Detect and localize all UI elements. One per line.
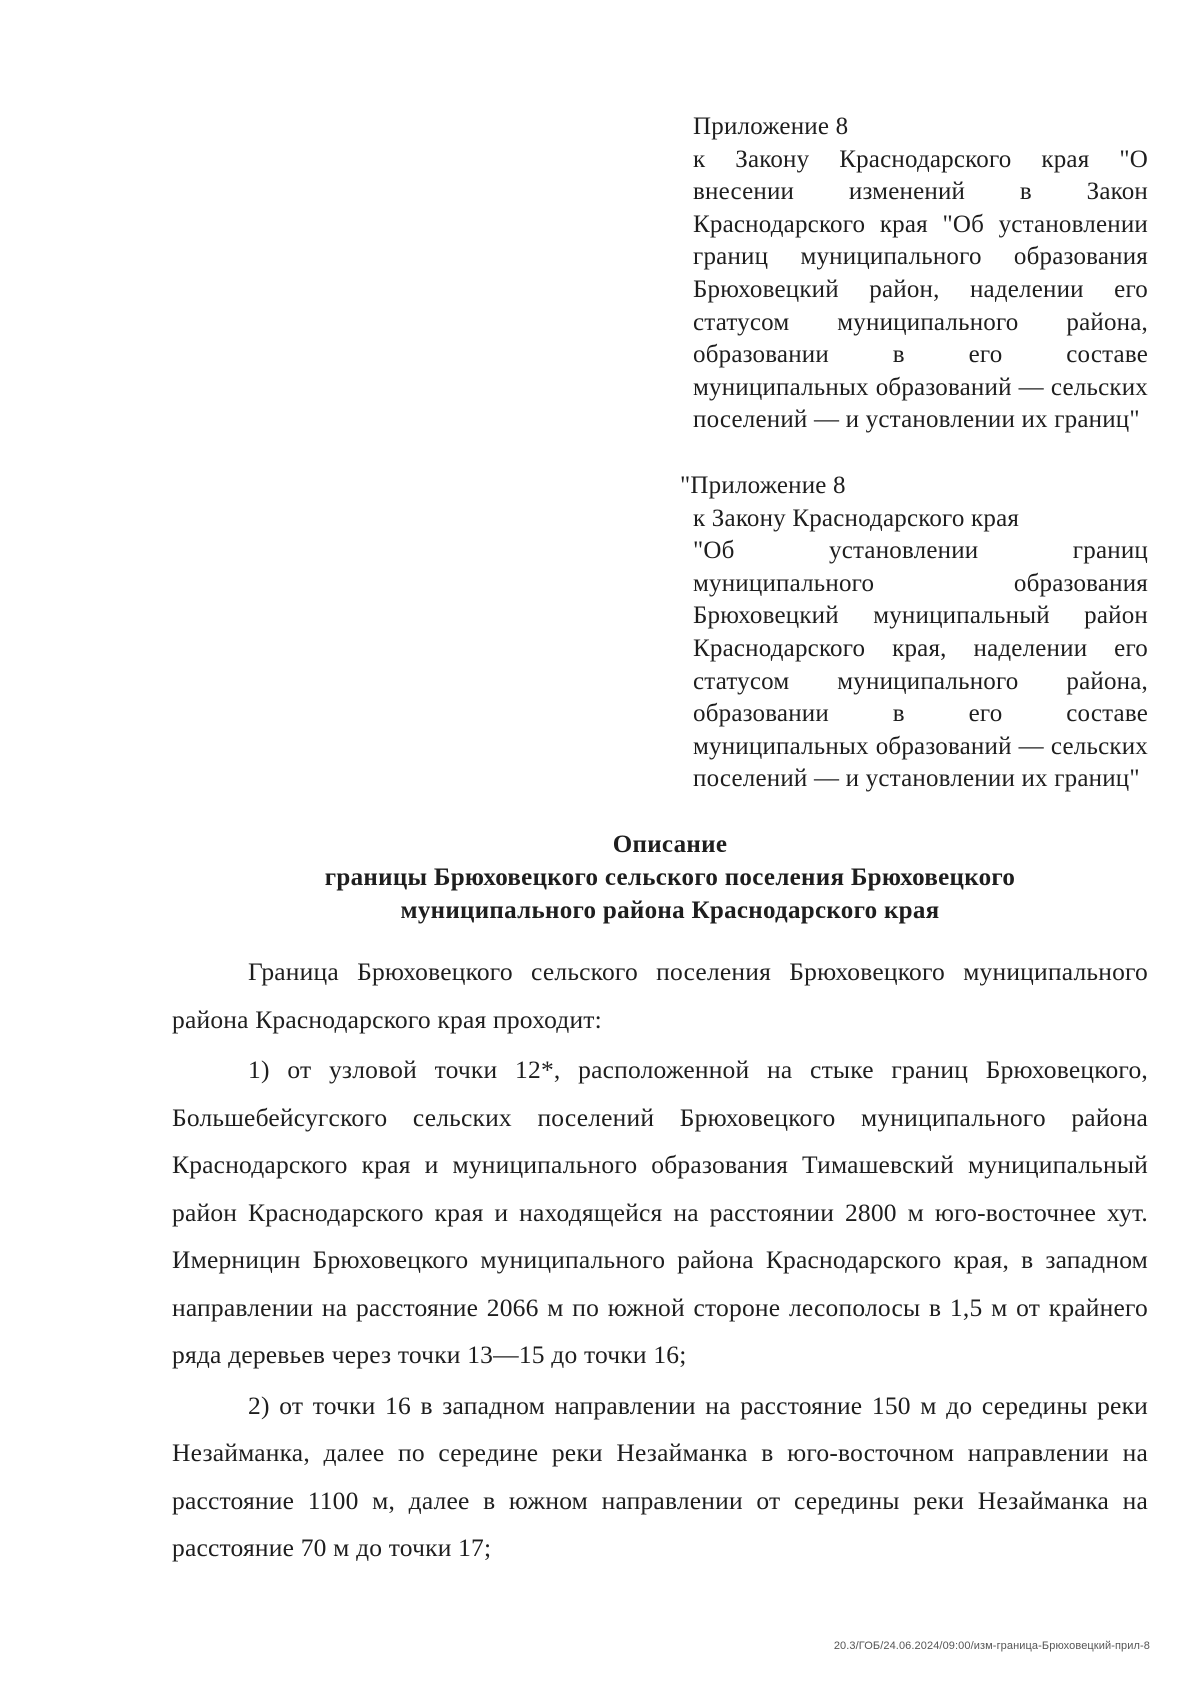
- appendix-title: Приложение 8: [693, 113, 849, 140]
- document-reference-code: 20.3/ГОБ/24.06.2024/09:00/изм-граница-Брюховецкий-прил-8: [833, 1640, 1150, 1652]
- paragraph-item-1: 1) от узловой точки 12*, расположенной на стыке границ Брюховецкого, Большебейсугского сельских поселений Брюховецкого муниципального района Краснодарского края и муниципального образования Тимашевский муниципальный район Краснодарского края и находящейся на расстоянии 2800 м юго-восточнее хут. Имерницин Брюховецкого муниципального района Краснодарского края, в западном направлении на расстояние 2066 м по южной стороне лесополосы в 1,5 м от крайнего ряда деревьев через точки 13—15 до точки 16;: [172, 1055, 1148, 1369]
- paragraph-item-2: 2) от точки 16 в западном направлении на расстояние 150 м до середины реки Незайманка, далее по середине реки Незайманка в юго-восточном направлении на расстояние 1100 м, далее в южном направлении от середины реки Незайманка на расстояние 70 м до точки 17;: [172, 1390, 1148, 1562]
- appendix-note-original: [680, 470, 1148, 796]
- appendix-body: к Закону Краснодарского края "О внесении изменений в Закон Краснодарского края "Об установлении границ муниципального образования Брюховецкий район, наделении его статусом муниципального района, образовании в его составе муниципальных образований — сельских поселений — и установлении их границ": [693, 145, 1148, 434]
- heading-line-1: Описание: [612, 831, 728, 858]
- document-heading: [170, 828, 1170, 927]
- heading-line-2: границы Брюховецкого сельского поселения Брюховецкого: [324, 864, 1016, 891]
- heading-line-3: муниципального района Краснодарского края: [400, 897, 940, 924]
- appendix-law-line: к Закону Краснодарского края: [693, 504, 1020, 532]
- paragraph-intro: Граница Брюховецкого сельского поселения Брюховецкого муниципального района Краснодарского края проходит:: [172, 957, 1148, 1034]
- appendix-title: "Приложение 8: [680, 472, 846, 499]
- appendix-body: "Об установлении границ муниципального образования Брюховецкий муниципальный район Краснодарского края, наделении его статусом муниципального района, образовании в его составе муниципальных образований — сельских поселений — и установлении их границ": [693, 537, 1148, 793]
- document-body: [172, 948, 1148, 1575]
- appendix-note-amendment: [693, 111, 1148, 437]
